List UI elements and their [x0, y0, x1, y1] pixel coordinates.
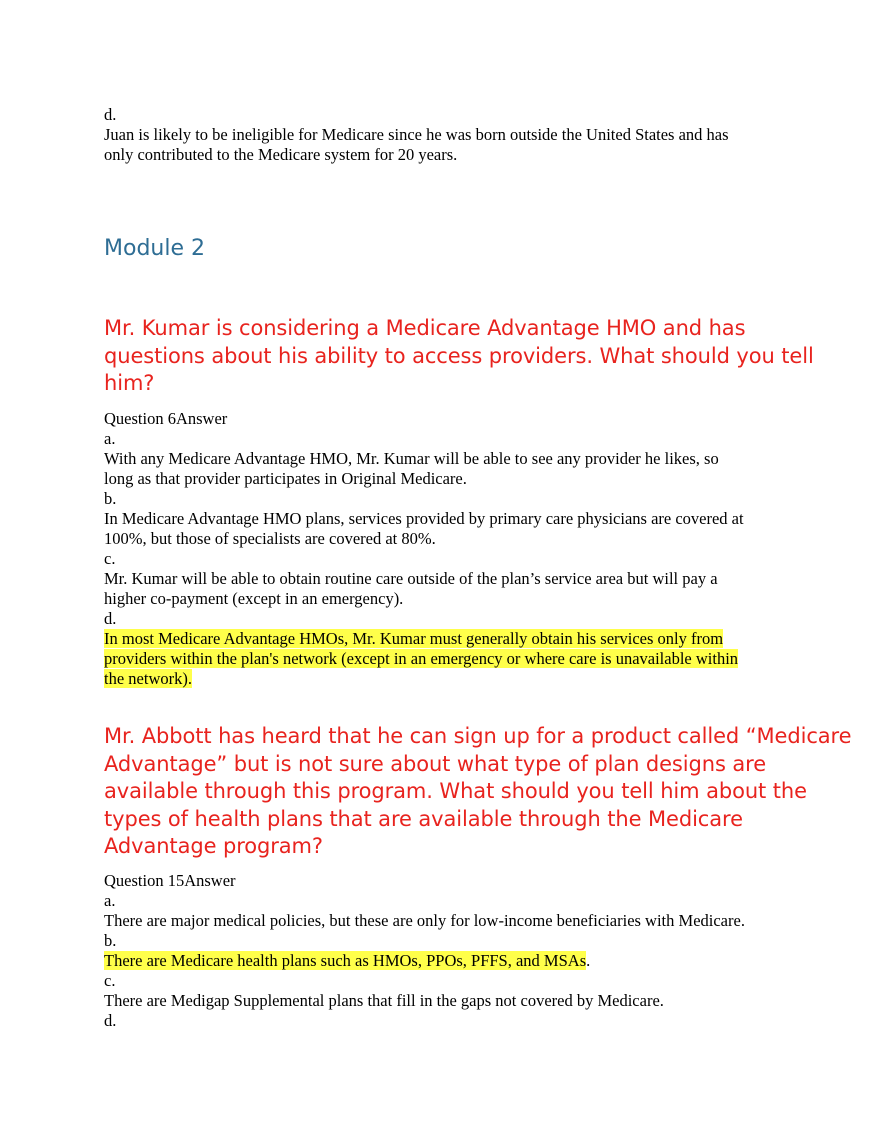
question-6-answers [104, 409, 784, 689]
answer-highlight: There are Medicare health plans such as HMOs, PPOs, PFFS, and MSAs [104, 951, 587, 970]
question-title-line: questions about his ability to access providers. What should you tell [104, 343, 814, 368]
prev-question-option-d [104, 105, 784, 165]
answer-highlight: In most Medicare Advantage HMOs, Mr. Kumar must generally obtain his services only from [104, 629, 724, 648]
option-text-line: Juan is likely to be ineligible for Medicare since he was born outside the United States and has [104, 125, 729, 144]
question-title-line: him? [104, 371, 155, 395]
option-b-text: In Medicare Advantage HMO plans, services provided by primary care physicians are covered at [104, 509, 744, 528]
question-title-line: Mr. Kumar is considering a Medicare Advantage HMO and has [104, 316, 746, 340]
question-label: Question 15Answer [104, 871, 236, 890]
module-heading: Module 2 [104, 236, 205, 261]
option-c-text: higher co-payment (except in an emergency). [104, 589, 404, 608]
option-a-text: There are major medical policies, but these are only for low-income beneficiaries with Medicare. [104, 911, 745, 930]
question-title-line: types of health plans that are available through the Medicare [104, 806, 743, 831]
option-b-text-tail: . [586, 951, 591, 970]
option-b-text [104, 951, 784, 971]
option-d-letter: d. [104, 609, 117, 628]
option-d-text-highlighted [104, 649, 784, 669]
option-a-letter: a. [104, 891, 116, 910]
option-text-line: only contributed to the Medicare system for 20 years. [104, 145, 458, 164]
question-6-title [104, 315, 814, 398]
option-b-text: 100%, but those of specialists are covered at 80%. [104, 529, 436, 548]
answer-highlight: providers within the plan's network (except in an emergency or where care is unavailable within [104, 649, 739, 668]
question-title-line: Mr. Abbott has heard that he can sign up for a product called “Medicare [104, 724, 852, 748]
option-a-text: long as that provider participates in Original Medicare. [104, 469, 467, 488]
option-letter: d. [104, 105, 117, 124]
option-b-letter: b. [104, 489, 117, 508]
question-label: Question 6Answer [104, 409, 228, 428]
option-d-text-highlighted [104, 669, 784, 689]
question-title-line: Advantage program? [104, 834, 323, 858]
option-c-text: There are Medigap Supplemental plans that fill in the gaps not covered by Medicare. [104, 991, 664, 1010]
option-d-letter: d. [104, 1011, 117, 1030]
option-a-text: With any Medicare Advantage HMO, Mr. Kumar will be able to see any provider he likes, so [104, 449, 719, 468]
question-15-answers [104, 871, 784, 1031]
option-a-letter: a. [104, 429, 116, 448]
option-c-letter: c. [104, 971, 116, 990]
option-b-letter: b. [104, 931, 117, 950]
option-c-letter: c. [104, 549, 116, 568]
question-title-line: available through this program. What should you tell him about the [104, 779, 807, 803]
option-c-text: Mr. Kumar will be able to obtain routine care outside of the plan’s service area but will pay a [104, 569, 718, 588]
question-title-line: Advantage” but is not sure about what type of plan designs are [104, 751, 767, 776]
option-d-text-highlighted [104, 629, 784, 649]
question-15-title [104, 723, 852, 861]
answer-highlight: the network). [104, 669, 192, 688]
